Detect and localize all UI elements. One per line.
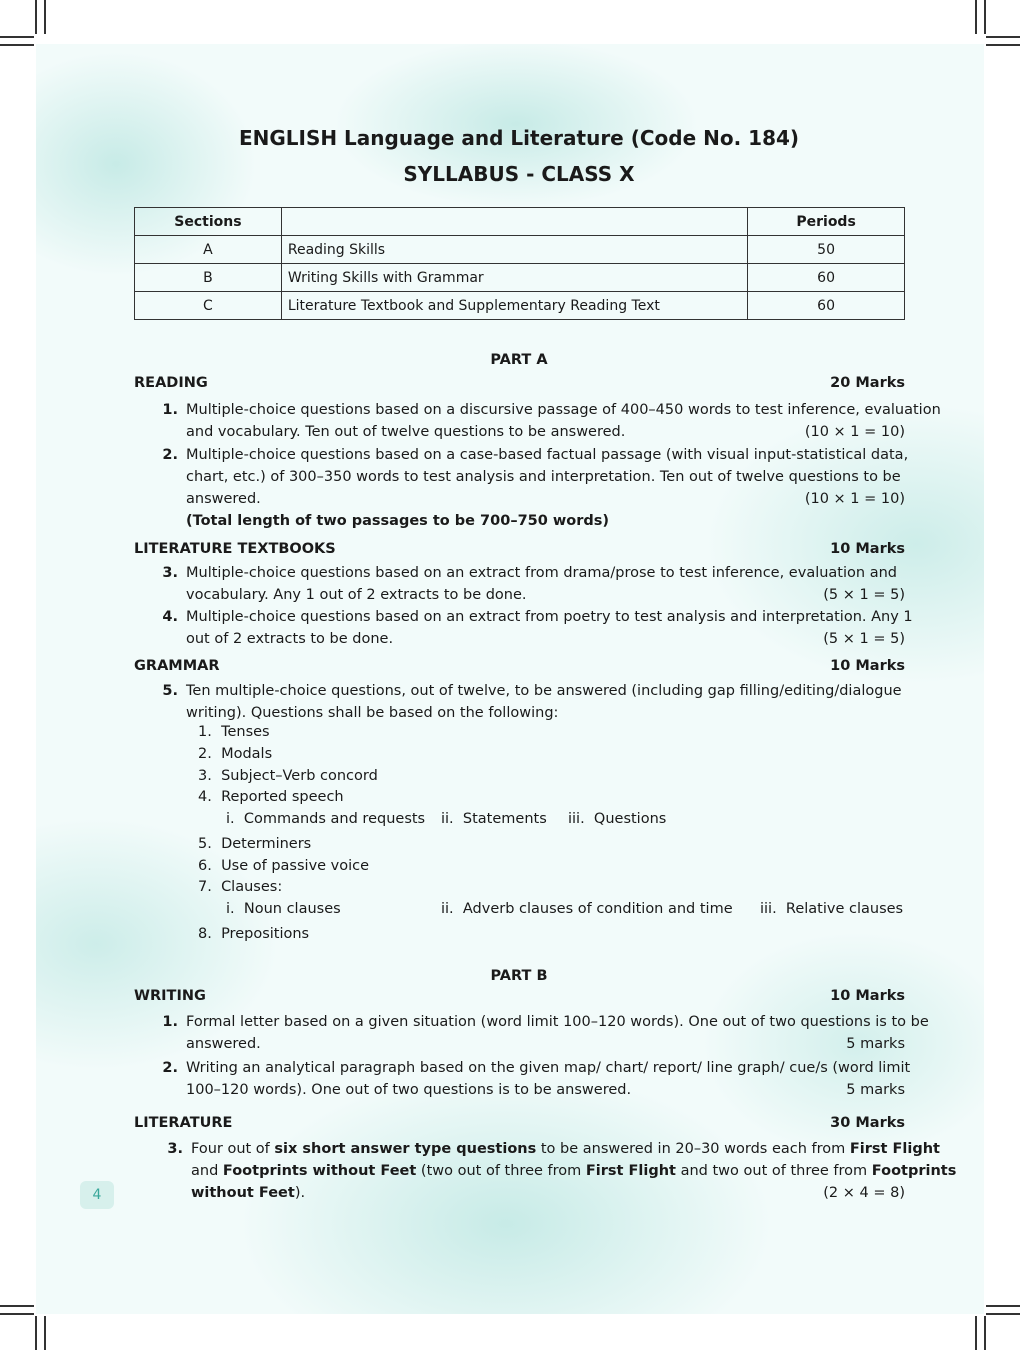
item-text: Ten multiple-choice questions, out of twelve, to be answered (including gap filling/editing/dialogue	[186, 683, 902, 699]
grammar-subtopic: ii. Adverb clauses of condition and time	[441, 901, 733, 917]
grammar-topic: 5. Determiners	[198, 836, 312, 852]
item-text: Multiple-choice questions based on a discursive passage of 400–450 words to test inference, evaluation	[186, 402, 941, 418]
table-row	[135, 264, 905, 292]
grammar-subtopic: iii. Questions	[568, 811, 667, 827]
part-b-heading: PART B	[490, 968, 548, 984]
table-cell: 60	[748, 264, 905, 292]
item-text: chart, etc.) of 300–350 words to test analysis and interpretation. Ten out of twelve questions to be	[186, 469, 901, 485]
item-text: and vocabulary. Ten out of twelve questions to be answered.	[186, 424, 626, 440]
document-title: ENGLISH Language and Literature (Code No. 184)	[238, 126, 800, 150]
writing-header	[134, 988, 905, 1004]
table-cell: 60	[748, 292, 905, 320]
item-score: (10 × 1 = 10)	[804, 491, 905, 507]
section-heading: LITERATURE	[134, 1115, 233, 1131]
reading-header	[134, 375, 905, 391]
part-a-heading: PART A	[490, 352, 548, 368]
reading-note: (Total length of two passages to be 700–750 words)	[186, 513, 610, 529]
item-number: 2.	[162, 447, 178, 463]
item-number: 4.	[162, 609, 178, 625]
item-text: First Flight	[849, 1141, 940, 1157]
table-row	[135, 292, 905, 320]
section-marks: 10 Marks	[830, 541, 905, 557]
item-number: 3.	[162, 565, 178, 581]
table-cell: Writing Skills with Grammar	[281, 264, 747, 292]
table-row	[135, 236, 905, 264]
item-text: without Feet	[191, 1185, 295, 1201]
item-number: 1.	[162, 402, 178, 418]
literature-textbooks-header	[134, 541, 905, 557]
grammar-topic: 1. Tenses	[198, 724, 270, 740]
grammar-subtopic: i. Commands and requests	[226, 811, 426, 827]
grammar-topic: 4. Reported speech	[198, 789, 344, 805]
table-header-row	[135, 208, 905, 236]
table-cell: C	[135, 292, 282, 320]
item-score: (10 × 1 = 10)	[804, 424, 905, 440]
item-text: (two out of three from	[416, 1163, 586, 1179]
item-text: and two out of three from	[676, 1163, 872, 1179]
item-text: 100–120 words). One out of two questions is to be answered.	[186, 1082, 632, 1098]
grammar-topic: 7. Clauses:	[198, 879, 283, 895]
item-number: 3.	[167, 1141, 183, 1157]
section-heading: WRITING	[134, 988, 206, 1004]
periods-table	[134, 207, 905, 320]
item-score: 5 marks	[846, 1082, 905, 1098]
item-score: (5 × 1 = 5)	[823, 631, 905, 647]
grammar-topic: 6. Use of passive voice	[198, 858, 370, 874]
grammar-topic: 8. Prepositions	[198, 926, 310, 942]
item-number: 5.	[162, 683, 178, 699]
item-text: writing). Questions shall be based on the following:	[186, 705, 559, 721]
item-text: ).	[294, 1185, 306, 1201]
item-text: answered.	[186, 491, 261, 507]
section-heading: LITERATURE TEXTBOOKS	[134, 541, 336, 557]
item-text: Writing an analytical paragraph based on the given map/ chart/ report/ line graph/ cue/s (word limit	[186, 1060, 911, 1076]
item-text: Multiple-choice questions based on a case-based factual passage (with visual input-statistical data,	[186, 447, 909, 463]
item-text: and	[191, 1163, 223, 1179]
section-heading: GRAMMAR	[134, 658, 220, 674]
item-score: 5 marks	[846, 1036, 905, 1052]
item-text: Multiple-choice questions based on an extract from poetry to test analysis and interpretation. Any 1	[186, 609, 913, 625]
section-heading: READING	[134, 375, 208, 391]
item-score: (5 × 1 = 5)	[823, 587, 905, 603]
grammar-topic: 3. Subject–Verb concord	[198, 768, 378, 784]
table-cell: Reading Skills	[281, 236, 747, 264]
item-text: Footprints	[871, 1163, 957, 1179]
item-text: Four out of	[191, 1141, 275, 1157]
item-score: (2 × 4 = 8)	[823, 1185, 905, 1201]
item-text: vocabulary. Any 1 out of 2 extracts to be done.	[186, 587, 527, 603]
item-number: 1.	[162, 1014, 178, 1030]
grammar-header	[134, 658, 905, 674]
item-text: six short answer type questions	[274, 1141, 537, 1157]
grammar-subtopic: iii. Relative clauses	[760, 901, 904, 917]
item-text: Multiple-choice questions based on an extract from drama/prose to test inference, evaluation and	[186, 565, 897, 581]
item-text: Footprints without Feet	[222, 1163, 417, 1179]
section-marks: 30 Marks	[830, 1115, 905, 1131]
table-header: Periods	[748, 208, 905, 236]
grammar-subtopic: i. Noun clauses	[226, 901, 341, 917]
item-text: Formal letter based on a given situation (word limit 100–120 words). One out of two questions is to be	[186, 1014, 929, 1030]
item-text: out of 2 extracts to be done.	[186, 631, 394, 647]
section-marks: 20 Marks	[830, 375, 905, 391]
grammar-topic: 2. Modals	[198, 746, 273, 762]
table-header	[281, 208, 747, 236]
item-number: 2.	[162, 1060, 178, 1076]
document-subtitle: SYLLABUS - CLASS X	[403, 162, 635, 186]
page-number: 4	[80, 1181, 114, 1209]
table-cell: B	[135, 264, 282, 292]
table-cell: 50	[748, 236, 905, 264]
table-cell: A	[135, 236, 282, 264]
section-marks: 10 Marks	[830, 658, 905, 674]
literature-header	[134, 1115, 905, 1131]
table-header: Sections	[135, 208, 282, 236]
item-text: First Flight	[585, 1163, 676, 1179]
grammar-subtopic: ii. Statements	[441, 811, 547, 827]
table-cell: Literature Textbook and Supplementary Reading Text	[281, 292, 747, 320]
section-marks: 10 Marks	[830, 988, 905, 1004]
item-text: answered.	[186, 1036, 261, 1052]
item-text: to be answered in 20–30 words each from	[536, 1141, 850, 1157]
